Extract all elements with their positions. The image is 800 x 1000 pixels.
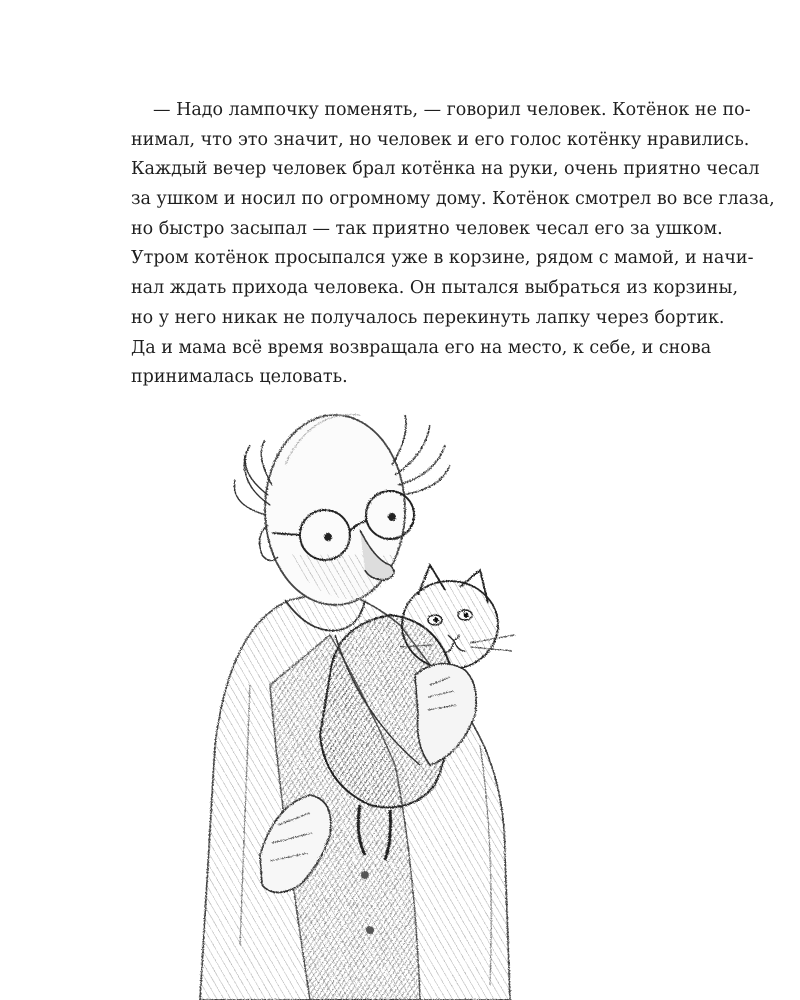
text-line: нимал, что это значит, но человек и его голос котёнку нравились. bbox=[131, 129, 750, 150]
story-paragraph bbox=[131, 96, 775, 393]
text-line: — Надо лампочку поменять, — говорил человек. Котёнок не по- bbox=[153, 100, 751, 120]
text-line: принималась целовать. bbox=[131, 367, 348, 388]
cat-head bbox=[402, 581, 498, 669]
text-line: нал ждать прихода человека. Он пытался выбраться из корзины, bbox=[131, 278, 739, 299]
text-line: Утром котёнок просыпался уже в корзине, рядом с мамой, и начи- bbox=[131, 248, 754, 269]
text-line: Да и мама всё время возвращала его на место, к себе, и снова bbox=[131, 337, 712, 358]
man-holding-cat-illustration bbox=[160, 385, 580, 1000]
text-line: но быстро засыпал — так приятно человек чесал его за ушком. bbox=[131, 218, 723, 239]
text-line: за ушком и носил по огромному дому. Котёнок смотрел во все глаза, bbox=[131, 189, 775, 210]
pencil-sketch bbox=[200, 415, 515, 1000]
text-line: Каждый вечер человек брал котёнка на руки, очень приятно чесал bbox=[131, 159, 760, 180]
text-line: но у него никак не получалось перекинуть лапку через бортик. bbox=[131, 307, 725, 328]
